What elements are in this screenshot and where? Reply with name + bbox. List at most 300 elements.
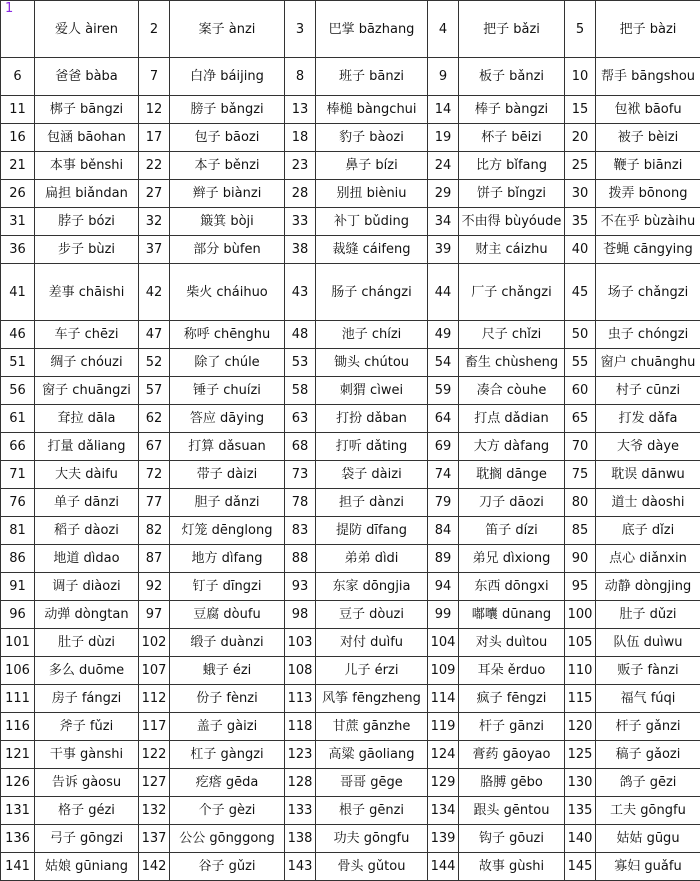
entry-word: 耳朵 ěrduo — [459, 657, 565, 685]
entry-word: 稿子 gǎozi — [596, 741, 700, 769]
entry-word: 称呼 chēnghu — [170, 321, 285, 349]
entry-word: 棒子 bàngzi — [459, 96, 565, 124]
entry-word: 饼子 bǐngzi — [459, 180, 565, 208]
entry-number: 27 — [139, 180, 170, 208]
entry-word: 厂子 chǎngzi — [459, 264, 565, 321]
entry-word: 鞭子 biānzi — [596, 152, 700, 180]
entry-word: 对头 duìtou — [459, 629, 565, 657]
entry-number: 103 — [285, 629, 316, 657]
entry-word: 耽搁 dānge — [459, 461, 565, 489]
entry-word: 故事 gùshi — [459, 853, 565, 881]
entry-number: 74 — [428, 461, 459, 489]
entry-word: 大夫 dàifu — [35, 461, 139, 489]
entry-number: 20 — [565, 124, 596, 152]
entry-word: 哥哥 gēge — [316, 769, 428, 797]
entry-number: 105 — [565, 629, 596, 657]
entry-word: 打量 dǎliang — [35, 433, 139, 461]
entry-word: 钉子 dīngzi — [170, 573, 285, 601]
entry-number: 64 — [428, 405, 459, 433]
entry-number: 107 — [139, 657, 170, 685]
entry-word: 风筝 fēngzheng — [316, 685, 428, 713]
entry-number: 95 — [565, 573, 596, 601]
table-row — [1, 545, 700, 573]
entry-word: 爸爸 bàba — [35, 58, 139, 96]
entry-number: 45 — [565, 264, 596, 321]
entry-number: 124 — [428, 741, 459, 769]
entry-number: 37 — [139, 236, 170, 264]
entry-word: 板子 bǎnzi — [459, 58, 565, 96]
entry-number: 1 — [1, 1, 35, 58]
entry-number: 83 — [285, 517, 316, 545]
entry-number: 8 — [285, 58, 316, 96]
entry-number: 97 — [139, 601, 170, 629]
entry-word: 爱人 àiren — [35, 1, 139, 58]
entry-number: 36 — [1, 236, 35, 264]
entry-word: 大方 dàfang — [459, 433, 565, 461]
entry-word: 个子 gèzi — [170, 797, 285, 825]
entry-number: 22 — [139, 152, 170, 180]
entry-number: 112 — [139, 685, 170, 713]
entry-word: 案子 ànzi — [170, 1, 285, 58]
entry-word: 东家 dōngjia — [316, 573, 428, 601]
table-row — [1, 58, 700, 96]
entry-number: 71 — [1, 461, 35, 489]
entry-word: 姑姑 gūgu — [596, 825, 700, 853]
entry-number: 84 — [428, 517, 459, 545]
entry-number: 101 — [1, 629, 35, 657]
entry-word: 绸子 chóuzi — [35, 349, 139, 377]
entry-word: 扁担 biǎndan — [35, 180, 139, 208]
entry-number: 100 — [565, 601, 596, 629]
entry-word: 姑娘 gūniang — [35, 853, 139, 881]
entry-number: 18 — [285, 124, 316, 152]
entry-word: 苍蝇 cāngying — [596, 236, 700, 264]
entry-word: 部分 bùfen — [170, 236, 285, 264]
entry-word: 本事 běnshi — [35, 152, 139, 180]
entry-number: 9 — [428, 58, 459, 96]
entry-number: 133 — [285, 797, 316, 825]
entry-number: 73 — [285, 461, 316, 489]
entry-word: 胳膊 gēbo — [459, 769, 565, 797]
entry-word: 班子 bānzi — [316, 58, 428, 96]
table-row — [1, 461, 700, 489]
entry-number: 49 — [428, 321, 459, 349]
entry-word: 杆子 gǎnzi — [596, 713, 700, 741]
entry-word: 根子 gēnzi — [316, 797, 428, 825]
entry-word: 耽误 dānwu — [596, 461, 700, 489]
entry-number: 16 — [1, 124, 35, 152]
entry-word: 梆子 bāngzi — [35, 96, 139, 124]
entry-word: 簸箕 bòji — [170, 208, 285, 236]
entry-number: 12 — [139, 96, 170, 124]
table-row — [1, 124, 700, 152]
entry-word: 杯子 bēizi — [459, 124, 565, 152]
entry-number: 3 — [285, 1, 316, 58]
entry-word: 打发 dǎfa — [596, 405, 700, 433]
entry-number: 139 — [428, 825, 459, 853]
table-row — [1, 629, 700, 657]
entry-number: 102 — [139, 629, 170, 657]
entry-number: 26 — [1, 180, 35, 208]
entry-word: 车子 chēzi — [35, 321, 139, 349]
entry-number: 123 — [285, 741, 316, 769]
entry-number: 143 — [285, 853, 316, 881]
entry-number: 108 — [285, 657, 316, 685]
entry-word: 窗户 chuānghu — [596, 349, 700, 377]
entry-word: 调子 diàozi — [35, 573, 139, 601]
table-row — [1, 853, 700, 881]
entry-number: 31 — [1, 208, 35, 236]
entry-number: 90 — [565, 545, 596, 573]
entry-number: 96 — [1, 601, 35, 629]
entry-word: 东西 dōngxi — [459, 573, 565, 601]
entry-number: 134 — [428, 797, 459, 825]
entry-number: 128 — [285, 769, 316, 797]
entry-word: 疙瘩 gēda — [170, 769, 285, 797]
table-row — [1, 489, 700, 517]
entry-number: 111 — [1, 685, 35, 713]
entry-number: 99 — [428, 601, 459, 629]
entry-word: 棒槌 bàngchui — [316, 96, 428, 124]
entry-number: 35 — [565, 208, 596, 236]
entry-number: 131 — [1, 797, 35, 825]
entry-number: 141 — [1, 853, 35, 881]
entry-number: 29 — [428, 180, 459, 208]
entry-word: 蛾子 ézi — [170, 657, 285, 685]
entry-number: 30 — [565, 180, 596, 208]
entry-word: 肚子 dùzi — [35, 629, 139, 657]
entry-word: 单子 dānzi — [35, 489, 139, 517]
entry-number: 117 — [139, 713, 170, 741]
entry-word: 本子 běnzi — [170, 152, 285, 180]
entry-word: 骨头 gǔtou — [316, 853, 428, 881]
entry-word: 袋子 dàizi — [316, 461, 428, 489]
entry-word: 杆子 gānzi — [459, 713, 565, 741]
entry-word: 裁缝 cáifeng — [316, 236, 428, 264]
table-row — [1, 657, 700, 685]
entry-word: 提防 dīfang — [316, 517, 428, 545]
table-row — [1, 236, 700, 264]
entry-word: 耷拉 dāla — [35, 405, 139, 433]
entry-word: 儿子 érzi — [316, 657, 428, 685]
table-row — [1, 1, 700, 58]
entry-number: 87 — [139, 545, 170, 573]
entry-number: 4 — [428, 1, 459, 58]
table-row — [1, 180, 700, 208]
entry-number: 138 — [285, 825, 316, 853]
entry-word: 动弹 dòngtan — [35, 601, 139, 629]
entry-number: 104 — [428, 629, 459, 657]
table-row — [1, 405, 700, 433]
entry-number: 98 — [285, 601, 316, 629]
entry-word: 贩子 fànzi — [596, 657, 700, 685]
entry-number: 82 — [139, 517, 170, 545]
entry-number: 91 — [1, 573, 35, 601]
entry-word: 担子 dànzi — [316, 489, 428, 517]
entry-number: 93 — [285, 573, 316, 601]
entry-word: 锄头 chútou — [316, 349, 428, 377]
entry-number: 50 — [565, 321, 596, 349]
entry-number: 10 — [565, 58, 596, 96]
entry-number: 60 — [565, 377, 596, 405]
entry-number: 53 — [285, 349, 316, 377]
entry-number: 14 — [428, 96, 459, 124]
entry-word: 窗子 chuāngzi — [35, 377, 139, 405]
entry-number: 114 — [428, 685, 459, 713]
entry-word: 巴掌 bāzhang — [316, 1, 428, 58]
entry-word: 寡妇 guǎfu — [596, 853, 700, 881]
table-row — [1, 264, 700, 321]
entry-word: 步子 bùzi — [35, 236, 139, 264]
entry-word: 多么 duōme — [35, 657, 139, 685]
entry-number: 13 — [285, 96, 316, 124]
entry-word: 带子 dàizi — [170, 461, 285, 489]
table-row — [1, 797, 700, 825]
table-row — [1, 601, 700, 629]
entry-number: 94 — [428, 573, 459, 601]
entry-word: 包子 bāozi — [170, 124, 285, 152]
entry-word: 包袱 bāofu — [596, 96, 700, 124]
entry-number: 2 — [139, 1, 170, 58]
entry-number: 47 — [139, 321, 170, 349]
entry-number: 46 — [1, 321, 35, 349]
entry-word: 拨弄 bōnong — [596, 180, 700, 208]
entry-word: 对付 duìfu — [316, 629, 428, 657]
entry-word: 福气 fúqi — [596, 685, 700, 713]
entry-word: 工夫 gōngfu — [596, 797, 700, 825]
entry-word: 虫子 chóngzi — [596, 321, 700, 349]
entry-number: 79 — [428, 489, 459, 517]
entry-word: 公公 gōnggong — [170, 825, 285, 853]
entry-word: 脖子 bózi — [35, 208, 139, 236]
entry-word: 柴火 cháihuo — [170, 264, 285, 321]
entry-word: 别扭 bièniu — [316, 180, 428, 208]
entry-word: 场子 chǎngzi — [596, 264, 700, 321]
entry-number: 118 — [285, 713, 316, 741]
entry-number: 66 — [1, 433, 35, 461]
entry-number: 92 — [139, 573, 170, 601]
entry-number: 65 — [565, 405, 596, 433]
entry-word: 把子 bǎzi — [459, 1, 565, 58]
entry-number: 5 — [565, 1, 596, 58]
entry-number: 142 — [139, 853, 170, 881]
entry-word: 比方 bǐfang — [459, 152, 565, 180]
entry-number: 81 — [1, 517, 35, 545]
entry-number: 113 — [285, 685, 316, 713]
entry-word: 财主 cáizhu — [459, 236, 565, 264]
entry-number: 56 — [1, 377, 35, 405]
entry-number: 109 — [428, 657, 459, 685]
entry-word: 打算 dǎsuan — [170, 433, 285, 461]
entry-number: 17 — [139, 124, 170, 152]
entry-word: 豹子 bàozi — [316, 124, 428, 152]
entry-word: 打听 dǎting — [316, 433, 428, 461]
entry-number: 59 — [428, 377, 459, 405]
entry-number: 54 — [428, 349, 459, 377]
entry-number: 48 — [285, 321, 316, 349]
entry-number: 136 — [1, 825, 35, 853]
entry-word: 地方 dìfang — [170, 545, 285, 573]
entry-word: 地道 dìdao — [35, 545, 139, 573]
entry-number: 129 — [428, 769, 459, 797]
entry-number: 15 — [565, 96, 596, 124]
entry-word: 畜生 chùsheng — [459, 349, 565, 377]
entry-number: 58 — [285, 377, 316, 405]
entry-number: 69 — [428, 433, 459, 461]
entry-number: 57 — [139, 377, 170, 405]
entry-number: 116 — [1, 713, 35, 741]
entry-word: 大爷 dàye — [596, 433, 700, 461]
entry-word: 豆腐 dòufu — [170, 601, 285, 629]
entry-number: 75 — [565, 461, 596, 489]
table-row — [1, 321, 700, 349]
entry-word: 高粱 gāoliang — [316, 741, 428, 769]
table-row — [1, 573, 700, 601]
entry-number: 28 — [285, 180, 316, 208]
entry-word: 豆子 dòuzi — [316, 601, 428, 629]
entry-word: 打点 dǎdian — [459, 405, 565, 433]
entry-number: 55 — [565, 349, 596, 377]
entry-number: 106 — [1, 657, 35, 685]
table-row — [1, 825, 700, 853]
entry-number: 126 — [1, 769, 35, 797]
table-row — [1, 349, 700, 377]
entry-word: 补丁 bǔding — [316, 208, 428, 236]
entry-number: 78 — [285, 489, 316, 517]
entry-word: 甘蔗 gānzhe — [316, 713, 428, 741]
entry-number: 32 — [139, 208, 170, 236]
table-row — [1, 96, 700, 124]
entry-number: 130 — [565, 769, 596, 797]
entry-word: 刀子 dāozi — [459, 489, 565, 517]
entry-word: 跟头 gēntou — [459, 797, 565, 825]
entry-word: 谷子 gǔzi — [170, 853, 285, 881]
entry-number: 132 — [139, 797, 170, 825]
entry-number: 62 — [139, 405, 170, 433]
entry-number: 6 — [1, 58, 35, 96]
table-row — [1, 517, 700, 545]
entry-word: 疯子 fēngzi — [459, 685, 565, 713]
entry-word: 笛子 dízi — [459, 517, 565, 545]
entry-number: 21 — [1, 152, 35, 180]
entry-number: 7 — [139, 58, 170, 96]
entry-word: 打扮 dǎban — [316, 405, 428, 433]
entry-word: 胆子 dǎnzi — [170, 489, 285, 517]
entry-number: 86 — [1, 545, 35, 573]
entry-word: 动静 dòngjing — [596, 573, 700, 601]
entry-word: 弟兄 dìxiong — [459, 545, 565, 573]
entry-number: 144 — [428, 853, 459, 881]
entry-word: 格子 gézi — [35, 797, 139, 825]
entry-number: 115 — [565, 685, 596, 713]
entry-word: 肚子 dǔzi — [596, 601, 700, 629]
entry-number: 89 — [428, 545, 459, 573]
entry-number: 19 — [428, 124, 459, 152]
entry-number: 24 — [428, 152, 459, 180]
entry-number: 120 — [565, 713, 596, 741]
entry-word: 差事 chāishi — [35, 264, 139, 321]
entry-word: 膀子 bǎngzi — [170, 96, 285, 124]
table-row — [1, 713, 700, 741]
entry-word: 功夫 gōngfu — [316, 825, 428, 853]
entry-number: 145 — [565, 853, 596, 881]
entry-number: 51 — [1, 349, 35, 377]
table-row — [1, 685, 700, 713]
entry-number: 67 — [139, 433, 170, 461]
entry-word: 不由得 bùyóude — [459, 208, 565, 236]
entry-number: 63 — [285, 405, 316, 433]
entry-number: 41 — [1, 264, 35, 321]
entry-number: 76 — [1, 489, 35, 517]
entry-word: 鸽子 gēzi — [596, 769, 700, 797]
entry-word: 点心 diǎnxin — [596, 545, 700, 573]
entry-number: 42 — [139, 264, 170, 321]
entry-word: 底子 dǐzi — [596, 517, 700, 545]
entry-word: 村子 cūnzi — [596, 377, 700, 405]
entry-word: 告诉 gàosu — [35, 769, 139, 797]
entry-word: 嘟囔 dūnang — [459, 601, 565, 629]
entry-word: 盖子 gàizi — [170, 713, 285, 741]
entry-number: 72 — [139, 461, 170, 489]
table-row — [1, 377, 700, 405]
entry-number: 34 — [428, 208, 459, 236]
entry-number: 11 — [1, 96, 35, 124]
entry-word: 份子 fènzi — [170, 685, 285, 713]
entry-number: 110 — [565, 657, 596, 685]
entry-number: 40 — [565, 236, 596, 264]
entry-number: 135 — [565, 797, 596, 825]
entry-word: 不在乎 bùzàihu — [596, 208, 700, 236]
entry-word: 肠子 chángzi — [316, 264, 428, 321]
entry-number: 137 — [139, 825, 170, 853]
entry-number: 127 — [139, 769, 170, 797]
entry-number: 77 — [139, 489, 170, 517]
entry-word: 刺猬 cìwei — [316, 377, 428, 405]
entry-word: 钩子 gōuzi — [459, 825, 565, 853]
entry-word: 弓子 gōngzi — [35, 825, 139, 853]
entry-word: 尺子 chǐzi — [459, 321, 565, 349]
entry-word: 帮手 bāngshou — [596, 58, 700, 96]
entry-number: 44 — [428, 264, 459, 321]
entry-word: 干事 gànshi — [35, 741, 139, 769]
entry-number: 122 — [139, 741, 170, 769]
entry-word: 锤子 chuízi — [170, 377, 285, 405]
entry-number: 61 — [1, 405, 35, 433]
entry-number: 39 — [428, 236, 459, 264]
entry-word: 答应 dāying — [170, 405, 285, 433]
entry-number: 23 — [285, 152, 316, 180]
entry-word: 缎子 duànzi — [170, 629, 285, 657]
entry-number: 38 — [285, 236, 316, 264]
entry-number: 70 — [565, 433, 596, 461]
entry-number: 52 — [139, 349, 170, 377]
entry-word: 房子 fángzi — [35, 685, 139, 713]
entry-number: 25 — [565, 152, 596, 180]
entry-number: 88 — [285, 545, 316, 573]
entry-word: 队伍 duìwu — [596, 629, 700, 657]
entry-word: 稻子 dàozi — [35, 517, 139, 545]
entry-word: 灯笼 dēnglong — [170, 517, 285, 545]
entry-word: 把子 bàzi — [596, 1, 700, 58]
table-row — [1, 741, 700, 769]
entry-number: 43 — [285, 264, 316, 321]
entry-word: 鼻子 bízi — [316, 152, 428, 180]
entry-number: 121 — [1, 741, 35, 769]
entry-word: 辫子 biànzi — [170, 180, 285, 208]
entry-number: 68 — [285, 433, 316, 461]
entry-word: 道士 dàoshi — [596, 489, 700, 517]
entry-word: 斧子 fǔzi — [35, 713, 139, 741]
